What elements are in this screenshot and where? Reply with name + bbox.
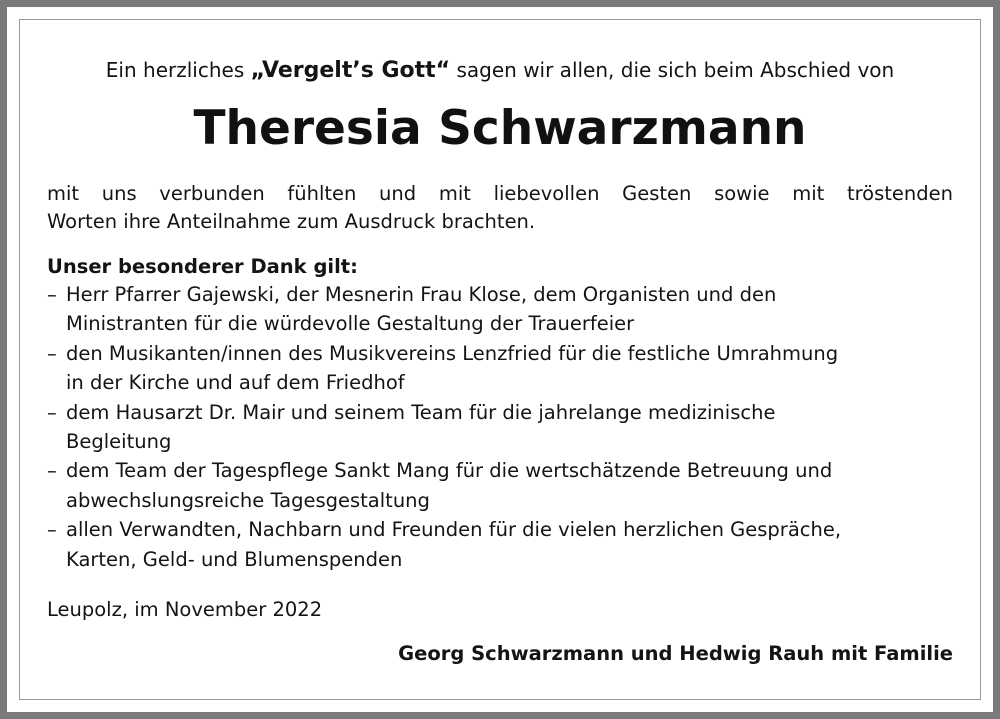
dash-bullet: –	[47, 283, 57, 306]
paragraph-line-2: Worten ihre Anteilnahme zum Ausdruck brachten.	[47, 210, 536, 233]
thanks-heading: Unser besonderer Dank gilt:	[47, 255, 358, 278]
thanks-item-line-2: Karten, Geld- und Blumenspenden	[66, 547, 403, 571]
place-date: Leupolz, im November 2022	[47, 598, 323, 621]
intro-quote: „Vergelt’s Gott“	[250, 58, 451, 83]
paragraph-line-1: mit uns verbunden fühlten und mit liebevollen Gesten sowie mit tröstenden	[47, 182, 953, 205]
thanks-item-line-2: Ministranten für die würdevolle Gestaltung der Trauerfeier	[66, 312, 635, 336]
thanks-item	[47, 339, 967, 398]
intro-line	[0, 55, 1000, 86]
thanks-list	[47, 280, 967, 574]
thanks-item	[47, 456, 967, 515]
thanks-item-line-1: allen Verwandten, Nachbarn und Freunden für die vielen herzlichen Gespräche,	[66, 518, 842, 542]
dash-bullet: –	[47, 400, 57, 424]
thanks-item-line-2: Begleitung	[66, 430, 172, 454]
dash-bullet: –	[47, 341, 57, 365]
intro-text-before: Ein herzliches	[105, 58, 251, 82]
signature: Georg Schwarzmann und Hedwig Rauh mit Familie	[398, 642, 953, 665]
thanks-item-line-1: den Musikanten/innen des Musikvereins Lenzfried für die festliche Umrahmung	[66, 341, 839, 365]
intro-text-after: sagen wir allen, die sich beim Abschied von	[450, 58, 895, 82]
thanks-paragraph	[47, 180, 953, 236]
deceased-name: Theresia Schwarzmann	[193, 101, 807, 156]
thanks-item	[47, 398, 967, 457]
thanks-item-line-1: dem Team der Tagespflege Sankt Mang für die wertschätzende Betreuung und	[66, 459, 833, 483]
dash-bullet: –	[47, 518, 57, 542]
thanks-item-line-2: in der Kirche und auf dem Friedhof	[66, 371, 405, 395]
thanks-item-line-2: abwechslungsreiche Tagesgestaltung	[66, 488, 430, 512]
thanks-item	[47, 280, 967, 339]
dash-bullet: –	[47, 459, 57, 483]
thanks-item-line-1: Herr Pfarrer Gajewski, der Mesnerin Frau Klose, dem Organisten und den	[66, 283, 777, 306]
thanks-item	[47, 515, 967, 574]
thanks-item-line-1: dem Hausarzt Dr. Mair und seinem Team für die jahrelange medizinische	[66, 400, 776, 424]
